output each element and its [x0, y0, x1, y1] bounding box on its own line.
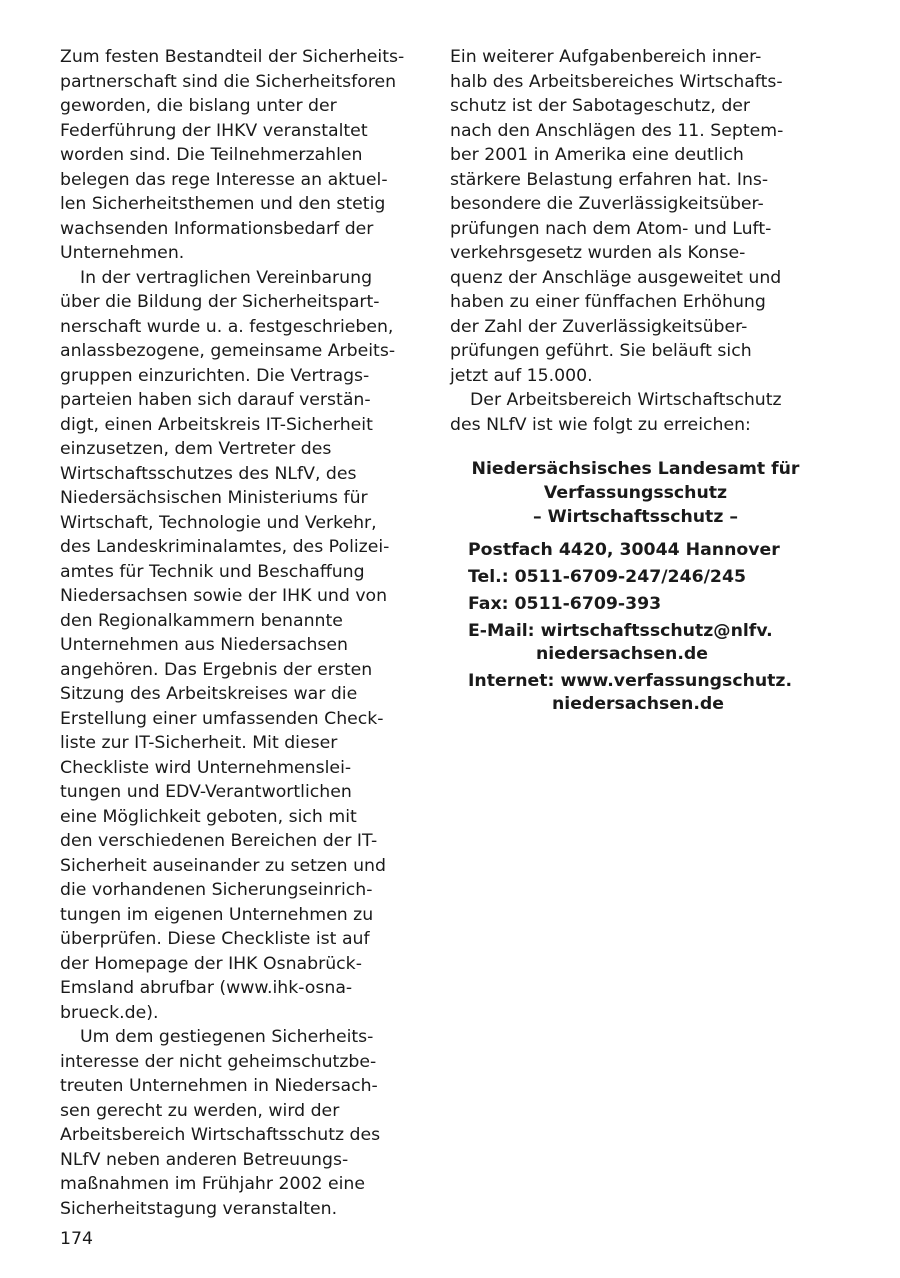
text-line: stärkere Belastung erfahren hat. Ins- [450, 169, 769, 190]
text-line: Sitzung des Arbeitskreises war die [60, 684, 358, 704]
email-line2: niedersachsen.de [536, 644, 709, 664]
text-line: NLfV neben anderen Betreuungs- [60, 1149, 349, 1170]
internet-line2: niedersachsen.de [552, 694, 725, 714]
text-line: interesse der nicht geheimschutzbe- [60, 1051, 377, 1072]
text-line: tungen im eigenen Unternehmen zu [60, 904, 374, 925]
text-line: haben zu einer fünffachen Erhöhung [450, 292, 766, 312]
text-line: überprüfen. Diese Checkliste ist auf [60, 929, 370, 949]
text-line: Sicherheit auseinander zu setzen und [60, 855, 386, 876]
text-line: Zum festen Bestandteil der Sicherheits- [60, 47, 405, 67]
text-line: Emsland abrufbar (www.ihk-osna- [60, 978, 353, 998]
text-line: tungen und EDV-Verantwortlichen [60, 782, 352, 802]
text-line: sen gerecht zu werden, wird der [60, 1100, 340, 1121]
text-line: Der Arbeitsbereich Wirtschaftschutz [470, 390, 782, 410]
text-line: der Zahl der Zuverlässigkeitsüber- [450, 316, 748, 337]
text-line: prüfungen geführt. Sie beläuft sich [450, 341, 752, 361]
org-name-line1: Niedersächsisches Landesamt für [471, 459, 800, 479]
text-line: eine Möglichkeit geboten, sich mit [60, 806, 357, 827]
text-line: schutz ist der Sabotageschutz, der [450, 96, 751, 116]
text-line: In der vertraglichen Vereinbarung [80, 267, 373, 288]
email-line1: E-Mail: wirtschaftsschutz@nlfv. [468, 621, 773, 641]
text-line: belegen das rege Interesse an aktuel- [60, 169, 388, 190]
text-line: gruppen einzurichten. Die Vertrags- [60, 365, 370, 386]
paragraph-sabotage-protection [450, 45, 800, 388]
text-line: Niedersachsen sowie der IHK und von [60, 586, 388, 606]
text-line: anlassbezogene, gemeinsame Arbeits- [60, 341, 396, 361]
text-line: wachsenden Informationsbedarf der [60, 218, 374, 239]
text-line: prüfungen nach dem Atom- und Luft- [450, 218, 772, 239]
text-line: halb des Arbeitsbereiches Wirtschafts- [450, 71, 783, 92]
text-line: partnerschaft sind die Sicherheitsforen [60, 71, 397, 92]
text-line: den verschiedenen Bereichen der IT- [60, 831, 378, 851]
text-line: parteien haben sich darauf verstän- [60, 390, 371, 410]
text-line: die vorhandenen Sicherungseinrich- [60, 880, 373, 900]
text-line: brueck.de). [60, 1002, 159, 1023]
contact-block [468, 457, 808, 716]
text-line: len Sicherheitsthemen und den stetig [60, 194, 386, 214]
org-department: – Wirtschaftsschutz – [532, 507, 739, 527]
paragraph-agreement [60, 266, 416, 1026]
text-line: Federführung der IHKV veranstaltet [60, 120, 368, 141]
text-line: besondere die Zuverlässigkeitsüber- [450, 194, 764, 214]
org-name-line2: Verfassungsschutz [543, 483, 728, 503]
text-line: digt, einen Arbeitskreis IT-Sicherheit [60, 414, 373, 435]
paragraph-security-forums [60, 45, 416, 266]
text-line: worden sind. Die Teilnehmerzahlen [60, 145, 363, 165]
text-line: den Regionalkammern benannte [60, 610, 343, 631]
text-line: Wirtschaftsschutzes des NLfV, des [60, 463, 357, 484]
paragraph-security-conference [60, 1025, 416, 1221]
text-line: Ein weiterer Aufgabenbereich inner- [450, 47, 762, 67]
text-line: Checkliste wird Unternehmenslei- [60, 757, 352, 778]
text-line: einzusetzen, dem Vertreter des [60, 439, 332, 459]
text-line: jetzt auf 15.000. [450, 365, 593, 386]
text-line: Niedersächsischen Ministeriums für [60, 488, 368, 508]
text-line: Sicherheitstagung veranstalten. [60, 1198, 338, 1219]
text-line: des NLfV ist wie folgt zu erreichen: [450, 414, 751, 435]
text-line: Erstellung einer umfassenden Check- [60, 708, 384, 729]
text-line: Unternehmen aus Niedersachsen [60, 635, 349, 655]
text-line: maßnahmen im Frühjahr 2002 eine [60, 1174, 365, 1194]
right-column [450, 45, 800, 437]
postal-address: Postfach 4420, 30044 Hannover [468, 540, 780, 560]
text-line: Arbeitsbereich Wirtschaftsschutz des [60, 1125, 381, 1145]
text-line: Unternehmen. [60, 243, 185, 263]
internet-line1: Internet: www.verfassungschutz. [468, 671, 793, 691]
page-number: 174 [60, 1229, 93, 1249]
left-column [60, 45, 416, 1221]
text-line: des Landeskriminalamtes, des Polizei- [60, 537, 390, 557]
text-line: amtes für Technik und Beschaffung [60, 561, 365, 582]
text-line: liste zur IT-Sicherheit. Mit dieser [60, 733, 338, 753]
text-line: Wirtschaft, Technologie und Verkehr, [60, 512, 377, 533]
text-line: quenz der Anschläge ausgeweitet und [450, 267, 782, 288]
text-line: nerschaft wurde u. a. festgeschrieben, [60, 316, 394, 337]
text-line: über die Bildung der Sicherheitspart- [60, 292, 380, 312]
fax-number: Fax: 0511-6709-393 [468, 594, 662, 614]
text-line: ber 2001 in Amerika eine deutlich [450, 145, 744, 165]
text-line: der Homepage der IHK Osnabrück- [60, 953, 362, 974]
paragraph-contact-intro [450, 388, 800, 437]
text-line: nach den Anschlägen des 11. Septem- [450, 120, 784, 141]
text-line: verkehrsgesetz wurden als Konse- [450, 243, 746, 263]
text-line: Um dem gestiegenen Sicherheits- [80, 1027, 374, 1047]
text-line: treuten Unternehmen in Niedersach- [60, 1076, 378, 1096]
phone-number: Tel.: 0511-6709-247/246/245 [468, 567, 747, 587]
text-line: geworden, die bislang unter der [60, 96, 337, 116]
text-line: angehören. Das Ergebnis der ersten [60, 659, 373, 680]
